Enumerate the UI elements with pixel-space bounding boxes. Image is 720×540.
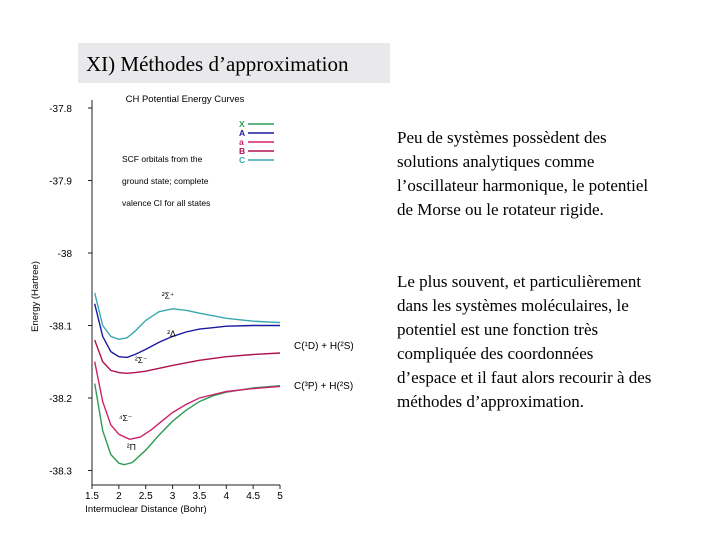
potential-energy-chart bbox=[22, 90, 394, 522]
legend-key-A: A bbox=[239, 128, 246, 138]
annotation-line: SCF orbitals from the bbox=[122, 154, 203, 164]
slide-title: XI) Méthodes d’approximation bbox=[86, 52, 349, 76]
state-label-X: ²Π bbox=[126, 442, 136, 453]
legend-key-B: B bbox=[239, 146, 246, 156]
y-axis-label: Energy (Hartree) bbox=[30, 261, 41, 332]
state-label-C: ²Σ⁺ bbox=[161, 290, 175, 301]
asymptote-label-lower: C(³P) + H(²S) bbox=[294, 381, 354, 392]
x-tick-label: 5 bbox=[277, 491, 283, 502]
x-tick-label: 4.5 bbox=[246, 491, 261, 502]
legend-key-X: X bbox=[239, 119, 245, 129]
legend-key-a: a bbox=[239, 137, 244, 147]
legend-key-C: C bbox=[239, 155, 246, 165]
paragraph-intro: Peu de systèmes possèdent des solutions analytiques comme l’oscillateur harmonique, le potentiel de Morse ou le rotateur rigide. bbox=[397, 128, 649, 219]
state-label-a: ⁴Σ⁻ bbox=[118, 413, 133, 424]
annotation-line: ground state; complete bbox=[122, 176, 209, 186]
curve-X bbox=[95, 384, 280, 465]
x-tick-label: 3 bbox=[169, 491, 176, 502]
y-tick-label: -38 bbox=[57, 249, 72, 260]
curve-A bbox=[95, 304, 280, 358]
chart-title: CH Potential Energy Curves bbox=[125, 94, 245, 105]
annotation-line: valence CI for all states bbox=[122, 198, 211, 208]
y-tick-label: -38.3 bbox=[49, 466, 72, 478]
y-tick-label: -37.9 bbox=[49, 176, 72, 188]
state-label-B: ²Σ⁻ bbox=[134, 355, 148, 366]
slide-title-box bbox=[78, 43, 390, 83]
asymptote-label-upper: C(¹D) + H(²S) bbox=[294, 341, 354, 352]
x-tick-label: 3.5 bbox=[192, 491, 207, 502]
state-label-A: ²Δ bbox=[167, 328, 176, 339]
x-tick-label: 2 bbox=[116, 491, 122, 502]
potential-energy-figure bbox=[22, 90, 394, 522]
x-axis-label: Intermuclear Distance (Bohr) bbox=[85, 504, 207, 515]
y-tick-label: -38.1 bbox=[49, 321, 72, 333]
y-tick-label: -37.8 bbox=[49, 104, 72, 115]
x-tick-label: 4 bbox=[223, 491, 230, 502]
x-tick-label: 2.5 bbox=[138, 491, 153, 502]
x-tick-label: 1.5 bbox=[85, 491, 99, 502]
y-tick-label: -38.2 bbox=[49, 394, 72, 405]
paragraph-detail: Le plus souvent, et particulièrement dans les systèmes moléculaires, le potentiel est une fonction très compliquée des coordonnées d’espace et il faut alors recourir à des méthodes d’approximation. bbox=[397, 272, 652, 411]
